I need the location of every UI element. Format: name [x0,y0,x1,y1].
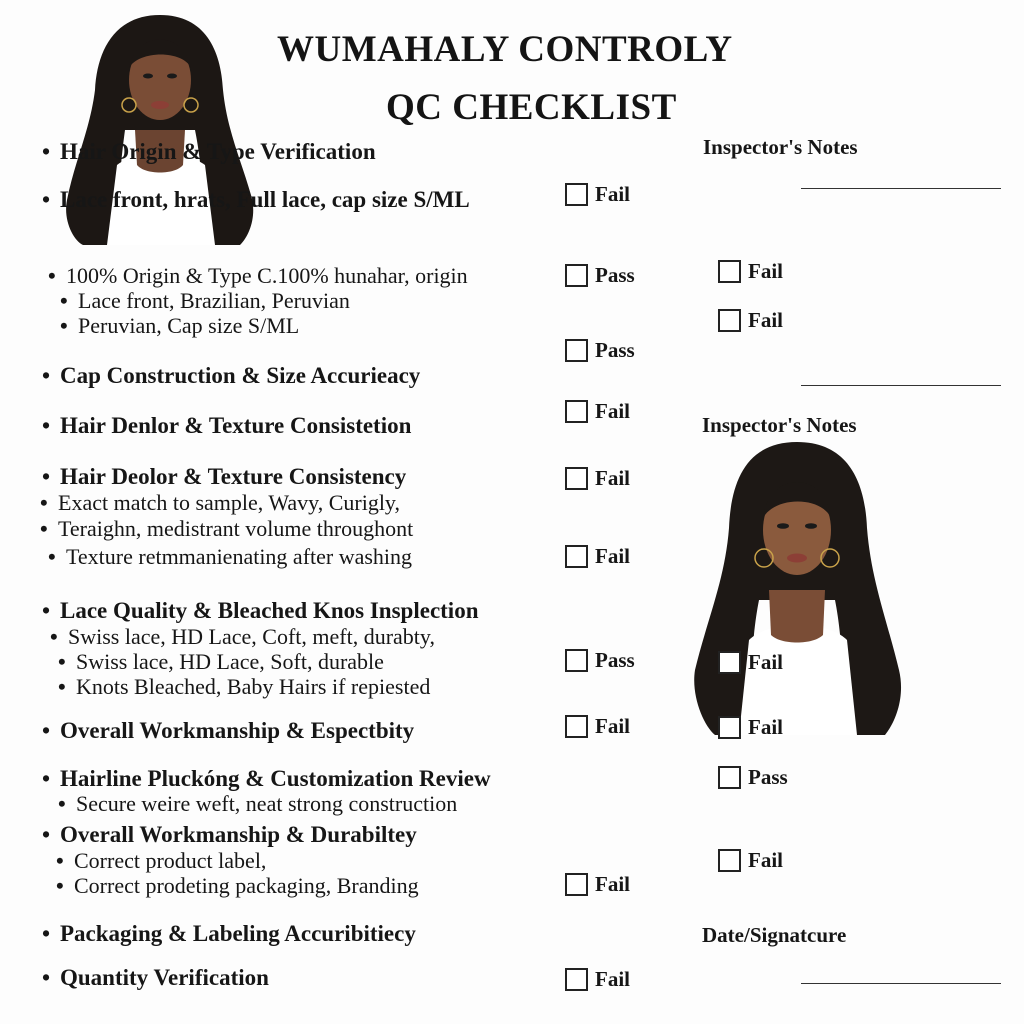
checkbox-label: Fail [748,308,783,332]
checkbox-square[interactable] [718,651,741,674]
notes-line-1[interactable] [801,188,1001,189]
checkbox-mid-10[interactable] [565,967,630,992]
checkbox-square[interactable] [718,260,741,283]
checkbox-mid-4[interactable] [565,399,630,424]
checklist-item-cap-construction: • Cap Construction & Size Accurieacy [42,363,420,389]
checkbox-right-4[interactable] [718,715,783,740]
checkbox-label: Fail [595,714,630,738]
checklist-item-lace-quality: • Lace Quality & Bleached Knos Insplection [42,598,479,624]
checklist-subitem-knots: • Knots Bleached, Baby Hairs if repiested [58,674,430,700]
checkbox-square[interactable] [565,545,588,568]
checklist-item-packaging-labeling: • Packaging & Labeling Accuribitiecy [42,921,416,947]
checkbox-right-6[interactable] [718,848,783,873]
checklist-item-durability: • Overall Workmanship & Durabiltey [42,822,417,848]
checkbox-mid-5[interactable] [565,466,630,491]
checkbox-mid-9[interactable] [565,872,630,897]
date-signature-label: Date/Signatcure [702,923,847,947]
checkbox-right-1[interactable] [718,259,783,284]
checkbox-mid-6[interactable] [565,544,630,569]
checkbox-square[interactable] [565,649,588,672]
checkbox-mid-2[interactable] [565,263,635,288]
checkbox-mid-3[interactable] [565,338,635,363]
checkbox-square[interactable] [565,183,588,206]
checkbox-label: Fail [595,466,630,490]
checklist-subitem-volume: • Teraighn, medistrant volume throughont [40,516,413,542]
checklist-subitem-texture: • Texture retmmanienating after washing [48,544,412,570]
model-photo-right [685,440,910,735]
checkbox-label: Fail [748,650,783,674]
checklist-item-lace-front: • Lace front, hrats, Full lace, cap size S/ML [42,187,470,213]
checklist-subitem-swiss-lace-1: • Swiss lace, HD Lace, Coft, meft, durabty, [50,624,435,650]
checkbox-square[interactable] [718,716,741,739]
checklist-item-hairline: • Hairline Pluckóng & Customization Review [42,766,491,792]
checklist-item-hair-denlor: • Hair Denlor & Texture Consistetion [42,413,411,439]
checkbox-mid-8[interactable] [565,714,630,739]
checkbox-label: Fail [595,872,630,896]
checkbox-square[interactable] [565,467,588,490]
checkbox-square[interactable] [565,339,588,362]
checkbox-label: Pass [595,648,635,672]
checkbox-right-5[interactable] [718,765,788,790]
checkbox-label: Fail [595,544,630,568]
checklist-subitem-secure-weft: • Secure weire weft, neat strong construction [58,791,457,817]
checkbox-label: Fail [595,967,630,991]
checklist-item-hair-origin: • Hair Origin & Type Verification [42,139,376,165]
checkbox-mid-7[interactable] [565,648,635,673]
checklist-item-quantity: • Quantity Verification [42,965,269,991]
page-title: WUMAHALY CONTROLY [277,29,733,70]
checklist-item-hair-deolor: • Hair Deolor & Texture Consistency [42,464,406,490]
checkbox-right-2[interactable] [718,308,783,333]
checkbox-mid-1[interactable] [565,182,630,207]
checkbox-label: Fail [748,715,783,739]
inspector-notes-heading: Inspector's Notes [703,135,858,159]
checklist-subitem-peruvian: • Peruvian, Cap size S/ML [60,313,299,339]
checkbox-square[interactable] [565,264,588,287]
checkbox-square[interactable] [565,968,588,991]
checkbox-label: Pass [595,338,635,362]
checkbox-square[interactable] [718,849,741,872]
checklist-subitem-swiss-lace-2: • Swiss lace, HD Lace, Soft, durable [58,649,384,675]
checkbox-square[interactable] [718,766,741,789]
checkbox-label: Pass [748,765,788,789]
page-subtitle: QC CHECKLIST [386,87,677,128]
checkbox-label: Fail [748,848,783,872]
checklist-subitem-product-label: • Correct product label, [56,848,266,874]
checklist-subitem-packaging: • Correct prodeting packaging, Branding [56,873,419,899]
checkbox-square[interactable] [565,715,588,738]
checkbox-label: Pass [595,263,635,287]
signature-line[interactable] [801,983,1001,984]
checkbox-square[interactable] [565,400,588,423]
checkbox-label: Fail [595,399,630,423]
checkbox-square[interactable] [565,873,588,896]
notes-line-2[interactable] [801,385,1001,386]
checklist-item-workmanship: • Overall Workmanship & Espectbity [42,718,414,744]
inspector-notes-heading-2: Inspector's Notes [702,413,857,437]
checkbox-label: Fail [748,259,783,283]
checkbox-square[interactable] [718,309,741,332]
checkbox-label: Fail [595,182,630,206]
checklist-subitem-lace-front: • Lace front, Brazilian, Peruvian [60,288,350,314]
checklist-subitem-origin: • 100% Origin & Type C.100% hunahar, origin [48,263,468,289]
checklist-subitem-exact-match: • Exact match to sample, Wavy, Curigly, [40,490,400,516]
checkbox-right-3[interactable] [718,650,783,675]
